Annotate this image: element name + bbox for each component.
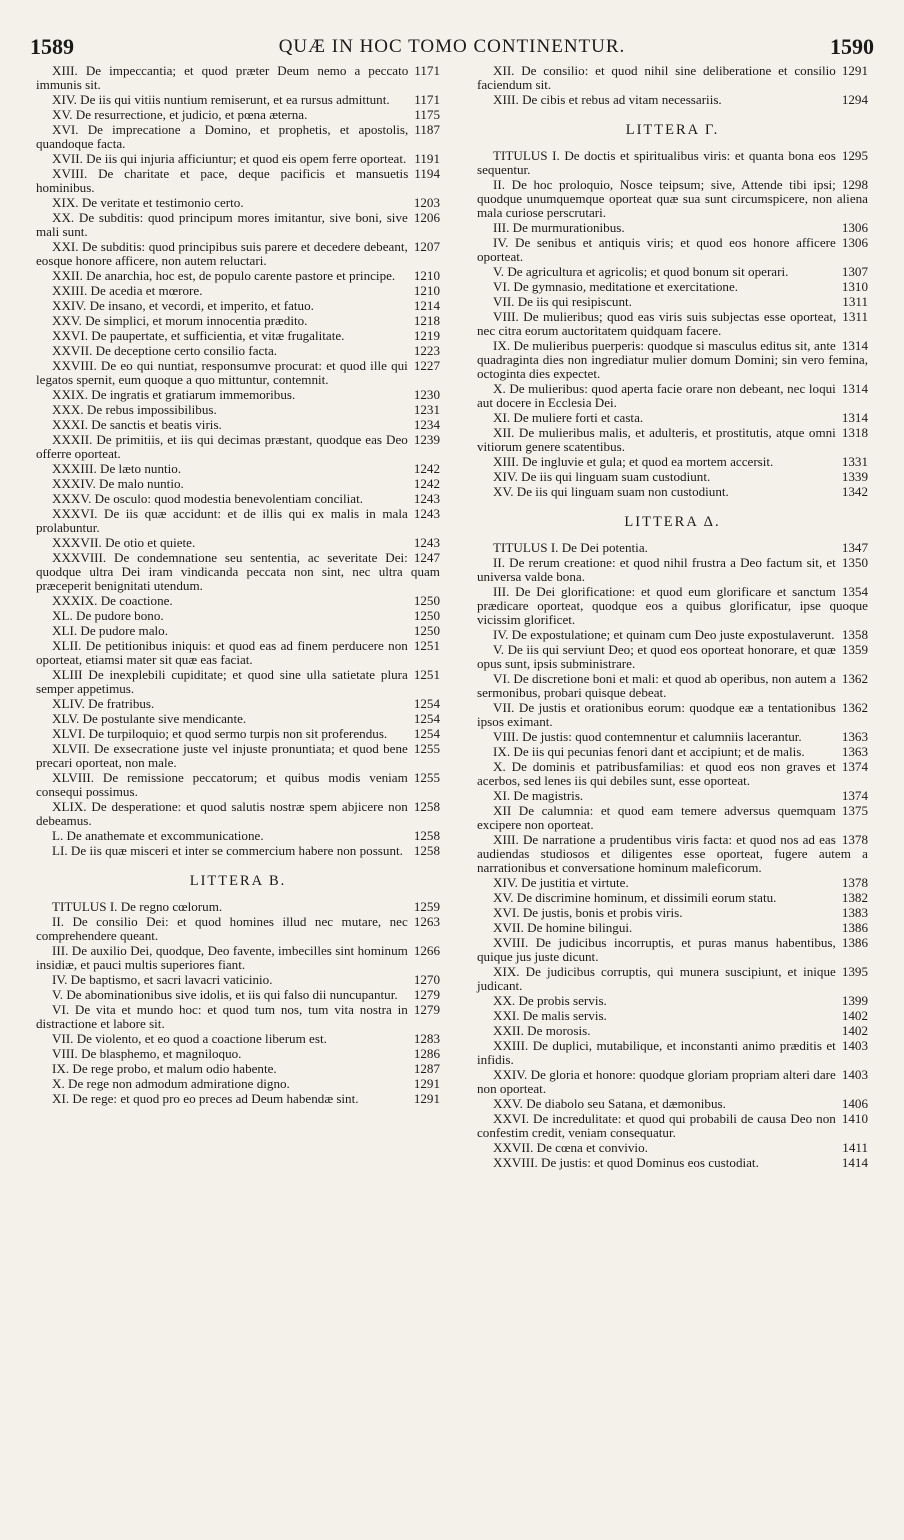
toc-entry: [36, 668, 440, 696]
toc-entry: [36, 1092, 440, 1106]
toc-entry-title: XIII. De ingluvie et gula; et quod ea mortem accersit.: [493, 454, 774, 469]
toc-entry-title: XLV. De postulante sive mendicante.: [52, 711, 247, 726]
toc-entry: [36, 1003, 440, 1031]
toc-entry-title: XVIII. De charitate et pace, deque pacificis et mansuetis hominibus.: [36, 166, 409, 195]
toc-entry-title: IX. De rege probo, et malum odio habente.: [52, 1061, 277, 1076]
toc-entry-page: 1406: [841, 1096, 868, 1111]
toc-entry-page: 1210: [413, 268, 440, 283]
toc-entry: [477, 149, 868, 177]
toc-entry-title: XXIII. De duplici, mutabilique, et inconstanti animo præditis et infidis.: [477, 1038, 836, 1067]
toc-entry-page: 1250: [413, 593, 440, 608]
toc-entry-title: XVII. De homine bilingui.: [493, 920, 633, 935]
toc-entry-page: 1314: [841, 381, 868, 396]
toc-entry-title: XXXI. De sanctis et beatis viris.: [52, 417, 222, 432]
toc-entry-title: X. De rege non admodum admiratione digno.: [52, 1076, 290, 1091]
toc-entry-title: XXXIV. De malo nuntio.: [52, 476, 184, 491]
toc-entry-page: 1243: [413, 491, 440, 506]
toc-entry-page: 1243: [413, 535, 440, 550]
toc-entry-page: 1383: [841, 905, 868, 920]
toc-entry-page: 1203: [413, 195, 440, 210]
toc-entry: [36, 314, 440, 328]
toc-entry-title: VIII. De mulieribus; quod eas viris suis subjectas esse oporteat, nec citra eorum auctoritatem quidquam facere.: [477, 309, 837, 338]
toc-entry-title: XI. De rege: et quod pro eo preces ad Deum habendæ sint.: [52, 1091, 359, 1106]
toc-entry: [477, 804, 868, 832]
toc-entry-title: XII De calumnia: et quod eam temere adversus quemquam excipere non oporteat.: [477, 803, 836, 832]
toc-entry: [36, 93, 440, 107]
toc-entry-page: 1362: [841, 671, 868, 686]
toc-entry-title: XLVI. De turpiloquio; et quod sermo turpis non sit proferendus.: [52, 726, 388, 741]
toc-entry-page: 1298: [841, 177, 868, 192]
toc-entry-title: XXXVIII. De condemnatione seu sententia, ac severitate Dei: quodque ultra Dei iram vindicanda peccata non sint, nec ultra quam præceperit benignitati utendum.: [36, 550, 440, 593]
toc-entry-page: 1242: [413, 461, 440, 476]
toc-entry: [36, 462, 440, 476]
toc-entry-page: 1258: [413, 799, 440, 814]
toc-entry-title: II. De hoc proloquio, Nosce teipsum; sive, Attende tibi ipsi; quodque unumquemque oporteat quæ sua sunt circumspicere, non aliena mala curiose perscrutari.: [477, 177, 868, 220]
toc-entry-title: XXII. De morosis.: [493, 1023, 591, 1038]
toc-entry: [477, 411, 868, 425]
toc-entry-title: XLIX. De desperatione: et quod salutis nostræ spem abjicere non debeamus.: [36, 799, 408, 828]
toc-entry-page: 1287: [413, 1061, 440, 1076]
toc-entry-title: IX. De iis qui pecunias fenori dant et accipiunt; et de malis.: [493, 744, 805, 759]
toc-entry-page: 1218: [413, 313, 440, 328]
toc-entry: [36, 344, 440, 358]
toc-entry-title: XXVII. De cœna et convivio.: [493, 1140, 648, 1155]
toc-entry: [36, 167, 440, 195]
toc-entry-page: 1227: [413, 358, 440, 373]
toc-entry: [477, 178, 868, 220]
toc-entry-title: V. De iis qui serviunt Deo; et quod eos oporteat honorare, et quæ opus sunt, ipsis subministrare.: [477, 642, 836, 671]
page-header: [30, 30, 874, 60]
toc-entry-page: 1255: [413, 770, 440, 785]
toc-entry-page: 1378: [841, 832, 868, 847]
toc-entry: [477, 280, 868, 294]
toc-entry-page: 1314: [841, 338, 868, 353]
toc-entry-title: XI. De muliere forti et casta.: [493, 410, 644, 425]
toc-entry-title: XVII. De iis qui injuria afficiuntur; et quod eis opem ferre oporteat.: [52, 151, 407, 166]
toc-entry: [36, 1047, 440, 1061]
toc-entry: [36, 359, 440, 387]
toc-entry-title: XX. De probis servis.: [493, 993, 607, 1008]
toc-entry-page: 1171: [414, 63, 440, 78]
toc-entry: [477, 876, 868, 890]
delta-entry-list: [477, 541, 868, 1170]
toc-entry: [477, 936, 868, 964]
toc-entry-title: XXXIII. De læto nuntio.: [52, 461, 182, 476]
toc-entry-title: VII. De justis et orationibus eorum: quodque eæ a tentationibus ipsos eximant.: [477, 700, 836, 729]
toc-entry: [36, 1032, 440, 1046]
toc-entry: [477, 485, 868, 499]
toc-entry: [36, 973, 440, 987]
toc-entry-title: X. De dominis et patribusfamilias: et quod eos non graves et acerbos, sed lenes iis qui debiles sunt, esse oporteat.: [477, 759, 836, 788]
toc-entry-page: 1259: [413, 899, 440, 914]
toc-entry: [36, 284, 440, 298]
toc-entry-title: XXXIX. De coactione.: [52, 593, 173, 608]
toc-entry-page: 1310: [841, 279, 868, 294]
toc-entry: [477, 730, 868, 744]
toc-entry-title: TITULUS I. De doctis et spiritualibus viris: et quanta bona eos sequentur.: [477, 148, 836, 177]
right-top-entry-list: [477, 64, 868, 107]
toc-entry-title: V. De abominationibus sive idolis, et iis qui falso dii nuncupantur.: [52, 987, 398, 1002]
toc-entry-title: X. De mulieribus: quod aperta facie orare non debeant, nec loqui aut docere in Ecclesia Dei.: [477, 381, 836, 410]
toc-entry: [477, 833, 868, 875]
toc-entry-title: XVIII. De judicibus incorruptis, et puras manus habentibus, quique jus juste dicunt.: [477, 935, 836, 964]
toc-entry-title: VIII. De justis: quod contemnentur et calumniis lacerantur.: [493, 729, 802, 744]
toc-entry: [36, 64, 440, 92]
toc-entry: [36, 624, 440, 638]
toc-entry-page: 1219: [413, 328, 440, 343]
section-heading-delta: LITTERA Δ.: [624, 514, 721, 530]
toc-entry: [36, 829, 440, 843]
toc-entry-page: 1403: [841, 1038, 868, 1053]
toc-entry-page: 1414: [841, 1155, 868, 1170]
toc-entry-page: 1307: [841, 264, 868, 279]
b-entry-list: [36, 900, 440, 1106]
toc-entry: [36, 403, 440, 417]
toc-entry-title: XXIV. De gloria et honore: quodque gloriam propriam alteri dare non oporteat.: [477, 1067, 836, 1096]
toc-entry-page: 1359: [841, 642, 868, 657]
toc-entry-page: 1374: [841, 759, 868, 774]
toc-entry-title: XLVIII. De remissione peccatorum; et quibus modis veniam consequi possimus.: [36, 770, 408, 799]
toc-entry-title: XX. De subditis: quod principum mores imitantur, sive boni, sive mali sunt.: [36, 210, 408, 239]
toc-entry: [477, 93, 868, 107]
toc-entry-title: XII. De mulieribus malis, et adulteris, et prostitutis, atque omni vitiorum genere scatentibus.: [477, 425, 836, 454]
toc-entry: [477, 1024, 868, 1038]
toc-entry-title: TITULUS I. De Dei potentia.: [493, 540, 648, 555]
toc-entry-page: 1294: [841, 92, 868, 107]
toc-entry-page: 1295: [841, 148, 868, 163]
toc-entry: [477, 556, 868, 584]
toc-entry: [477, 295, 868, 309]
toc-entry: [477, 221, 868, 235]
toc-entry-page: 1223: [413, 343, 440, 358]
toc-entry-page: 1254: [413, 726, 440, 741]
toc-entry-title: XL. De pudore bono.: [52, 608, 164, 623]
toc-entry-page: 1402: [841, 1008, 868, 1023]
toc-entry: [477, 64, 868, 92]
toc-entry: [477, 994, 868, 1008]
toc-entry-title: XXXV. De osculo: quod modestia benevolentiam conciliat.: [52, 491, 364, 506]
toc-entry: [36, 988, 440, 1002]
toc-entry-page: 1243: [413, 506, 440, 521]
toc-entry: [477, 1039, 868, 1067]
toc-entry-title: XLII. De petitionibus iniquis: et quod eas ad finem perducere non oporteat, etiamsi mater sit quæ eas faciat.: [36, 638, 408, 667]
toc-entry: [36, 609, 440, 623]
toc-entry-page: 1207: [413, 239, 440, 254]
toc-entry-page: 1258: [413, 828, 440, 843]
toc-entry-title: XXI. De malis servis.: [493, 1008, 607, 1023]
toc-entry-page: 1318: [841, 425, 868, 440]
toc-entry: [36, 536, 440, 550]
toc-entry-page: 1270: [413, 972, 440, 987]
toc-entry: [36, 269, 440, 283]
toc-entry-page: 1242: [413, 476, 440, 491]
toc-entry-title: XIII. De cibis et rebus ad vitam necessariis.: [493, 92, 722, 107]
toc-entry-title: XXX. De rebus impossibilibus.: [52, 402, 217, 417]
toc-entry-title: III. De auxilio Dei, quodque, Deo favente, imbecilles sint hominum insidiæ, et pauci multis superiores fiant.: [36, 943, 408, 972]
toc-entry: [477, 1097, 868, 1111]
toc-entry-page: 1250: [413, 623, 440, 638]
toc-entry-page: 1410: [841, 1111, 868, 1126]
toc-entry-page: 1171: [414, 92, 440, 107]
toc-entry-title: XXXVII. De otio et quiete.: [52, 535, 196, 550]
toc-entry-page: 1399: [841, 993, 868, 1008]
toc-entry: [477, 310, 868, 338]
toc-entry-title: XXVI. De paupertate, et sufficientia, et vitæ frugalitate.: [52, 328, 345, 343]
toc-entry-title: XV. De resurrectione, et judicio, et pœna æterna.: [52, 107, 308, 122]
toc-entry: [36, 477, 440, 491]
toc-entry: [36, 329, 440, 343]
right-column: [477, 64, 868, 1171]
toc-entry: [36, 594, 440, 608]
toc-entry: [36, 433, 440, 461]
left-page-number: 1589: [30, 34, 74, 59]
toc-entry-page: 1279: [413, 1002, 440, 1017]
toc-entry-page: 1286: [413, 1046, 440, 1061]
toc-entry: [477, 339, 868, 381]
toc-entry: [36, 551, 440, 593]
toc-entry-title: XLIII De inexplebili cupiditate; et quod sine ulla satietate plura semper appetimus.: [36, 667, 408, 696]
toc-entry-title: IX. De mulieribus puerperis: quodque si masculus editus sit, ante quadraginta dies non ingrediatur mulier domum Domini; sin vero femina, octoginta dies expectet.: [477, 338, 868, 381]
toc-entry-title: XXVI. De incredulitate: et quod qui probabili de causa Deo non confestim credit, veniam consequatur.: [477, 1111, 836, 1140]
toc-entry: [477, 1068, 868, 1096]
toc-entry-page: 1291: [841, 63, 868, 78]
toc-entry-page: 1358: [841, 627, 868, 642]
toc-entry: [477, 541, 868, 555]
toc-entry-page: 1266: [413, 943, 440, 958]
toc-entry: [36, 123, 440, 151]
toc-entry-page: 1402: [841, 1023, 868, 1038]
toc-entry-title: XXVII. De deceptione certo consilio facta.: [52, 343, 278, 358]
toc-entry: [36, 771, 440, 799]
left-column: [36, 64, 440, 1107]
toc-entry-page: 1378: [841, 875, 868, 890]
toc-entry-title: XXIX. De ingratis et gratiarum immemoribus.: [52, 387, 296, 402]
toc-entry-page: 1306: [841, 235, 868, 250]
toc-entry-page: 1254: [413, 696, 440, 711]
toc-entry: [477, 789, 868, 803]
toc-entry: [477, 672, 868, 700]
toc-entry-title: XXII. De anarchia, hoc est, de populo carente pastore et principe.: [52, 268, 396, 283]
toc-entry: [477, 628, 868, 642]
toc-entry: [36, 1062, 440, 1076]
toc-entry-page: 1251: [413, 667, 440, 682]
toc-entry-page: 1411: [842, 1140, 868, 1155]
toc-entry: [36, 712, 440, 726]
toc-entry-title: XV. De discrimine hominum, et dissimili eorum statu.: [493, 890, 777, 905]
toc-entry-page: 1187: [414, 122, 440, 137]
toc-entry: [36, 697, 440, 711]
toc-entry-page: 1363: [841, 729, 868, 744]
toc-entry-page: 1386: [841, 920, 868, 935]
toc-entry-title: LI. De iis quæ misceri et inter se commercium habere non possunt.: [52, 843, 403, 858]
toc-entry-page: 1403: [841, 1067, 868, 1082]
toc-entry-page: 1258: [413, 843, 440, 858]
toc-entry-page: 1254: [413, 711, 440, 726]
toc-entry-page: 1306: [841, 220, 868, 235]
toc-entry-page: 1291: [413, 1076, 440, 1091]
toc-entry: [36, 1077, 440, 1091]
toc-entry: [477, 921, 868, 935]
running-title: QUÆ IN HOC TOMO CONTINENTUR.: [278, 36, 626, 57]
toc-entry-page: 1363: [841, 744, 868, 759]
toc-entry-title: XIII. De narratione a prudentibus viris facta: et quod nos ad eas audiendas studiosos et diligentes esse oporteat, fugere autem a narrationibus et conversatione hominum maleficorum.: [477, 832, 868, 875]
toc-entry: [36, 108, 440, 122]
toc-entry: [477, 236, 868, 264]
toc-entry-title: III. De murmurationibus.: [493, 220, 625, 235]
toc-entry-page: 1255: [413, 741, 440, 756]
toc-entry: [477, 745, 868, 759]
gamma-entry-list: [477, 149, 868, 499]
toc-entry-title: XXI. De subditis: quod principibus suis parere et decedere debeant, eosque honore afficere, non autem reluctari.: [36, 239, 408, 268]
toc-entry-page: 1214: [413, 298, 440, 313]
toc-entry-page: 1386: [841, 935, 868, 950]
toc-entry-page: 1247: [413, 550, 440, 565]
toc-entry-page: 1250: [413, 608, 440, 623]
toc-entry: [36, 299, 440, 313]
toc-entry: [477, 1156, 868, 1170]
toc-entry: [36, 915, 440, 943]
toc-entry-page: 1194: [414, 166, 440, 181]
toc-entry: [477, 426, 868, 454]
toc-entry: [477, 1141, 868, 1155]
left-entry-list: [36, 64, 440, 858]
toc-entry-page: 1239: [413, 432, 440, 447]
toc-entry-page: 1210: [413, 283, 440, 298]
section-heading-b: LITTERA B.: [189, 873, 287, 889]
toc-entry-title: III. De Dei glorificatione: et quod eum glorificare et sanctum prædicare oporteat, quodque eos a quibus glorificatur, ipse quoque vicissim glorificet.: [477, 584, 868, 627]
toc-entry-title: IV. De senibus et antiquis viris; et quod eos honore afficere oporteat.: [477, 235, 836, 264]
toc-entry: [477, 455, 868, 469]
toc-entry-title: XLIV. De fratribus.: [52, 696, 155, 711]
toc-entry-page: 1279: [413, 987, 440, 1002]
toc-entry-title: XXV. De simplici, et morum innocentia prædito.: [52, 313, 308, 328]
toc-entry: [36, 639, 440, 667]
toc-entry-title: XVI. De justis, bonis et probis viris.: [493, 905, 683, 920]
toc-entry-title: VII. De violento, et eo quod a coactione liberum est.: [52, 1031, 327, 1046]
toc-entry: [36, 944, 440, 972]
toc-entry: [477, 1009, 868, 1023]
toc-entry-title: V. De agricultura et agricolis; et quod bonum sit operari.: [493, 264, 789, 279]
toc-entry-page: 1283: [413, 1031, 440, 1046]
toc-entry-page: 1311: [842, 309, 868, 324]
toc-entry-title: XXVIII. De justis: et quod Dominus eos custodiat.: [493, 1155, 759, 1170]
toc-entry-title: XXXII. De primitiis, et iis qui decimas præstant, quodque eas Deo offerre oporteat.: [36, 432, 408, 461]
toc-entry-title: XIII. De impeccantia; et quod præter Deum nemo a peccato immunis sit.: [36, 63, 409, 92]
toc-entry-page: 1382: [841, 890, 868, 905]
toc-entry-title: II. De rerum creatione: et quod nihil frustra a Deo factum sit, et universa valde bona.: [477, 555, 836, 584]
toc-entry-title: VI. De vita et mundo hoc: et quod tum nos, tum vita nostra in distractione et labore sit.: [36, 1002, 408, 1031]
toc-entry: [36, 727, 440, 741]
toc-entry-title: XXVIII. De eo qui nuntiat, responsumve procurat: et quod ille qui legatos spernit, eum quoque a quo mittuntur, contemnit.: [36, 358, 408, 387]
toc-entry-title: XIX. De judicibus corruptis, qui munera suscipiunt, et inique judicant.: [477, 964, 836, 993]
toc-entry-title: XLVII. De exsecratione juste vel injuste pronuntiata; et quod bene precari oporteat, non male.: [36, 741, 408, 770]
toc-entry-page: 1374: [841, 788, 868, 803]
right-page-number: 1590: [830, 34, 874, 59]
toc-entry-page: 1314: [841, 410, 868, 425]
toc-entry: [477, 382, 868, 410]
toc-entry-page: 1230: [413, 387, 440, 402]
toc-entry: [36, 900, 440, 914]
toc-entry-title: IV. De baptismo, et sacri lavacri vaticinio.: [52, 972, 273, 987]
toc-entry-title: XIV. De iis qui vitiis nuntium remiserunt, et ea rursus admittunt.: [52, 92, 390, 107]
toc-entry-page: 1291: [413, 1091, 440, 1106]
toc-entry-title: IV. De expostulatione; et quinam cum Deo juste expostulaverunt.: [493, 627, 835, 642]
toc-entry-title: XLI. De pudore malo.: [52, 623, 168, 638]
toc-entry-title: XXIV. De insano, et vecordi, et imperito, et fatuo.: [52, 298, 314, 313]
toc-entry: [477, 585, 868, 627]
toc-entry-title: XXV. De diabolo seu Satana, et dæmonibus.: [493, 1096, 726, 1111]
toc-entry-title: VI. De discretione boni et mali: et quod ab operibus, non autem a sermonibus, probari quisque debeat.: [477, 671, 836, 700]
toc-entry-page: 1339: [841, 469, 868, 484]
toc-entry-page: 1191: [414, 151, 440, 166]
toc-entry-title: XIV. De iis qui linguam suam custodiunt.: [493, 469, 711, 484]
toc-entry-page: 1206: [413, 210, 440, 225]
toc-entry: [36, 418, 440, 432]
toc-entry: [477, 760, 868, 788]
toc-entry-title: VI. De gymnasio, meditatione et exercitatione.: [493, 279, 739, 294]
toc-entry: [36, 240, 440, 268]
toc-entry: [36, 800, 440, 828]
toc-entry: [477, 1112, 868, 1140]
toc-entry: [477, 965, 868, 993]
toc-entry: [36, 152, 440, 166]
toc-entry-page: 1395: [841, 964, 868, 979]
toc-entry-title: XV. De iis qui linguam suam non custodiunt.: [493, 484, 729, 499]
toc-entry: [477, 701, 868, 729]
toc-entry: [36, 196, 440, 210]
toc-entry: [477, 265, 868, 279]
toc-entry: [36, 388, 440, 402]
toc-entry-title: XXIII. De acedia et mœrore.: [52, 283, 203, 298]
toc-entry-title: TITULUS I. De regno cœlorum.: [52, 899, 223, 914]
toc-entry-title: XII. De consilio: et quod nihil sine deliberatione et consilio faciendum sit.: [477, 63, 836, 92]
toc-entry-page: 1331: [841, 454, 868, 469]
toc-entry: [477, 891, 868, 905]
toc-entry-title: II. De consilio Dei: et quod homines illud nec mutare, nec comprehendere queant.: [36, 914, 408, 943]
toc-entry-page: 1362: [841, 700, 868, 715]
toc-entry-page: 1375: [841, 803, 868, 818]
toc-entry-page: 1354: [841, 584, 868, 599]
toc-entry-page: 1342: [841, 484, 868, 499]
toc-entry-page: 1311: [842, 294, 868, 309]
toc-entry-title: XVI. De imprecatione a Domino, et prophetis, et apostolis, quandoque facta.: [36, 122, 409, 151]
toc-entry-page: 1347: [841, 540, 868, 555]
toc-entry-title: VIII. De blasphemo, et magniloquo.: [52, 1046, 242, 1061]
section-heading-gamma: LITTERA Γ.: [625, 122, 720, 138]
toc-entry-title: L. De anathemate et excommunicatione.: [52, 828, 264, 843]
toc-entry: [477, 906, 868, 920]
toc-entry-title: XIV. De justitia et virtute.: [493, 875, 629, 890]
toc-entry: [36, 844, 440, 858]
toc-entry: [36, 742, 440, 770]
toc-entry: [477, 470, 868, 484]
toc-entry: [36, 492, 440, 506]
toc-entry-page: 1251: [413, 638, 440, 653]
toc-entry-page: 1263: [413, 914, 440, 929]
toc-entry-page: 1234: [413, 417, 440, 432]
toc-entry-page: 1175: [414, 107, 440, 122]
toc-entry-page: 1350: [841, 555, 868, 570]
toc-entry-title: XXXVI. De iis quæ accidunt: et de illis qui ex malis in mala prolabuntur.: [36, 506, 408, 535]
toc-entry-page: 1231: [413, 402, 440, 417]
toc-entry-title: XI. De magistris.: [493, 788, 584, 803]
toc-entry: [36, 211, 440, 239]
toc-entry-title: XIX. De veritate et testimonio certo.: [52, 195, 244, 210]
toc-entry-title: VII. De iis qui resipiscunt.: [493, 294, 632, 309]
toc-entry: [36, 507, 440, 535]
toc-entry: [477, 643, 868, 671]
